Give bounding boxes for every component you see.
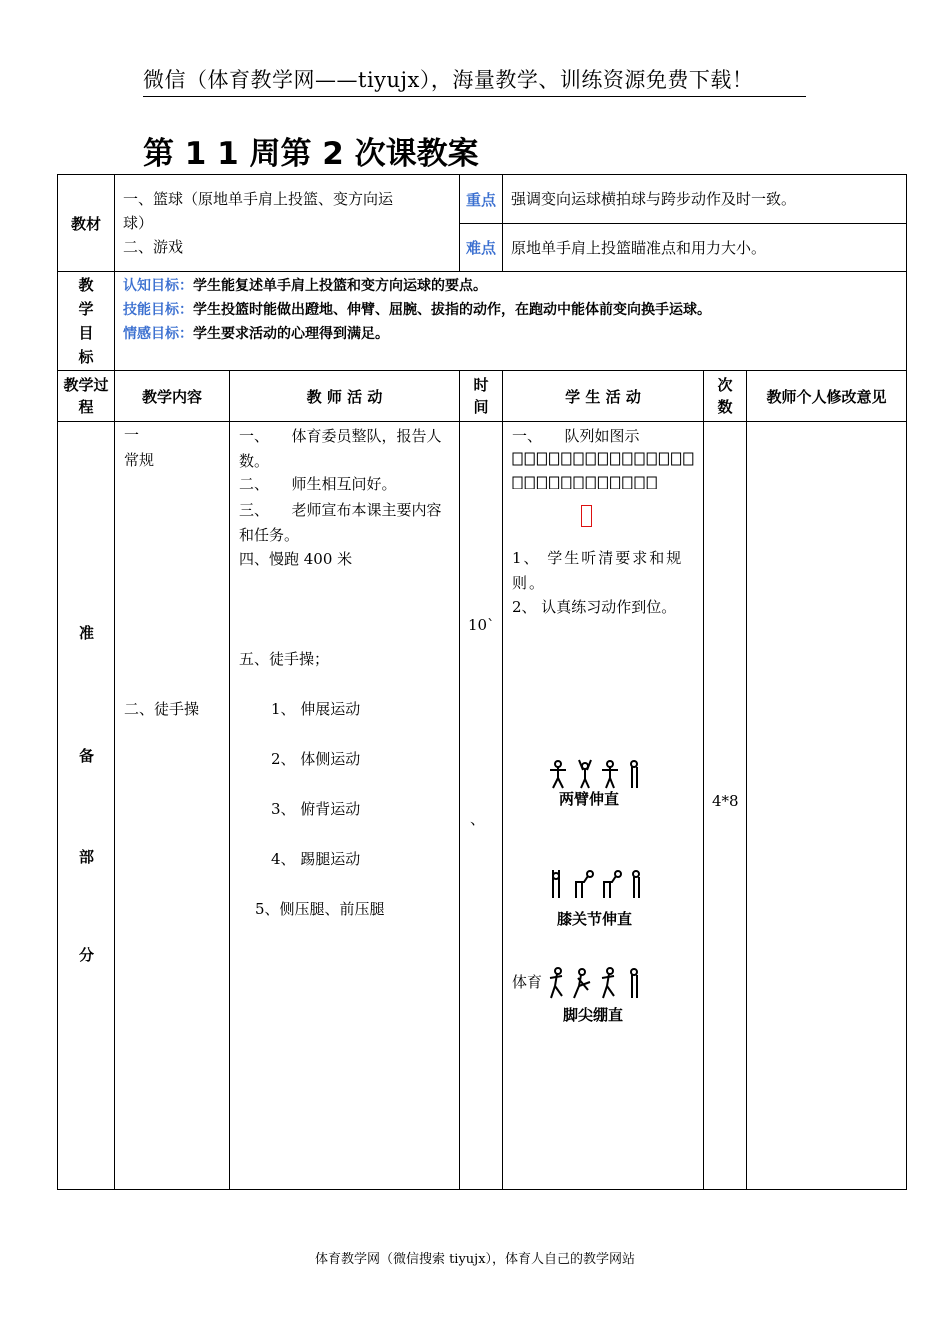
toe-figures-icon [548,966,648,1002]
figure-3-prefix: 体育 [512,973,543,991]
goal-cognitive [123,274,898,298]
formation-box [550,477,559,489]
formation-box [598,477,607,489]
student-activities [503,422,704,1190]
formation-box [574,453,583,465]
section-content [115,422,230,1190]
formation-box [525,477,534,489]
formation-box [513,477,522,489]
student-req-2: 2、 认真练习动作到位。 [512,598,677,616]
materials-label: 教材 [58,175,115,272]
section-char: 部 [79,848,95,866]
notes-cell [747,422,907,1190]
time-value: 10` [468,616,495,634]
formation-box [647,477,656,489]
glyph-row [513,453,693,465]
formation-box [635,453,644,465]
formation-diagram [512,449,696,489]
time-cell [460,422,503,1190]
page-title: 第 1 1 周第 2 次课教案 [143,136,479,172]
col-notes: 教师个人修改意见 [747,371,907,422]
page-header: 微信（体育教学网——tiyujx），海量教学、训练资源免费下载！ [143,68,754,92]
key-point-label: 重点 [460,175,503,224]
formation-box [598,453,607,465]
glyph-row [513,477,656,489]
exercise-5: 5、侧压腿、前压腿 [255,900,385,918]
exercise-2: 2、 体侧运动 [271,750,361,768]
col-process: 教学过程 [58,371,115,422]
materials-item-2: 二、游戏 [123,238,184,256]
count-cell [704,422,747,1190]
formation-box [586,477,595,489]
teacher-item-3 [239,498,451,548]
formation-box [562,477,571,489]
goal-affect-text: 学生要求活动的心理得到满足。 [193,326,389,342]
col-time: 时间 [460,371,503,422]
formation-box [513,453,522,465]
teacher-item-5: 五、徒手操； [239,650,330,668]
difficulty-label: 难点 [460,224,503,272]
formation-box [550,453,559,465]
figure-caption-3: 脚尖绷直 [563,1006,624,1024]
header-rule [143,96,806,97]
goal-cognitive-text: 学生能复述单手肩上投篮和变方向运球的要点。 [193,278,487,294]
key-point-text: 强调变向运球横拍球与跨步动作及时一致。 [503,175,907,224]
figure-caption-2: 膝关节伸直 [557,910,633,928]
formation-box [659,453,668,465]
goals-label [58,272,115,371]
content-routine-num: 一 [124,426,140,444]
formation-box [635,477,644,489]
goal-skill [123,298,898,322]
section-char: 分 [79,946,95,964]
goal-affect [123,322,898,346]
knee-figures-icon [548,868,648,902]
section-char: 备 [79,747,95,765]
goal-cognitive-label: 认知目标： [123,278,193,294]
goal-skill-label: 技能目标： [123,302,193,318]
col-count: 次数 [704,371,747,422]
time-mark: 、 [470,810,486,828]
formation-box [684,453,693,465]
formation-box [611,453,620,465]
formation-box [574,477,583,489]
teacher-item-1 [239,424,451,474]
teacher-item-3-text: 三、 老师宣布本课主要内容和任务。 [239,501,442,544]
difficulty-text: 原地单手肩上投篮瞄准点和用力大小。 [503,224,907,272]
materials-item-1: 一、篮球（原地单手肩上投篮、变方向运球） [123,190,394,232]
teacher-item-4: 四、慢跑 400 米 [239,550,353,568]
formation-box [611,477,620,489]
goal-affect-label: 情感目标： [123,326,193,342]
figure-caption-1: 两臂伸直 [559,790,620,808]
formation-box [537,477,546,489]
goals-label-char: 目 [78,324,94,342]
formation-glyphs [512,449,696,489]
teacher-item-1-text: 一、 体育委员整队，报告人数。 [239,427,442,470]
formation-box [672,453,681,465]
formation-marker-icon [581,505,592,527]
teacher-item-2: 二、 师生相互问好。 [239,475,397,493]
count-value: 4*8 [712,792,739,810]
content-routine: 常规 [124,451,155,469]
col-student: 学 生 活 动 [503,371,704,422]
goals-label-char: 学 [78,300,94,318]
student-req-1: 1、 学生听清要求和规则。 [512,549,684,592]
goals-label-char: 标 [78,348,94,366]
lesson-plan-table [57,174,907,1190]
teacher-activities [230,422,460,1190]
section-name [58,422,115,1190]
section-char: 准 [79,624,95,642]
exercise-3: 3、 俯背运动 [271,800,361,818]
goal-skill-text: 学生投篮时能做出蹬地、伸臂、屈腕、拔指的动作，在跑动中能体前变向换手运球。 [193,302,711,318]
formation-box [623,477,632,489]
goals-content [115,272,907,371]
col-content: 教学内容 [115,371,230,422]
materials-content [115,175,460,272]
exercise-4: 4、 踢腿运动 [271,850,361,868]
formation-box [647,453,656,465]
col-teacher: 教 师 活 动 [230,371,460,422]
stretch-figures-icon [548,758,648,790]
formation-box [537,453,546,465]
student-formation: 一、 队列如图示 [512,427,640,445]
exercise-1: 1、 伸展运动 [271,700,361,718]
formation-box [525,453,534,465]
content-exercise: 二、徒手操 [124,700,200,718]
formation-box [562,453,571,465]
goals-label-char: 教 [78,276,94,294]
formation-box [623,453,632,465]
page-footer: 体育教学网（微信搜索 tiyujx），体育人自己的教学网站 [314,1252,636,1267]
formation-box [586,453,595,465]
